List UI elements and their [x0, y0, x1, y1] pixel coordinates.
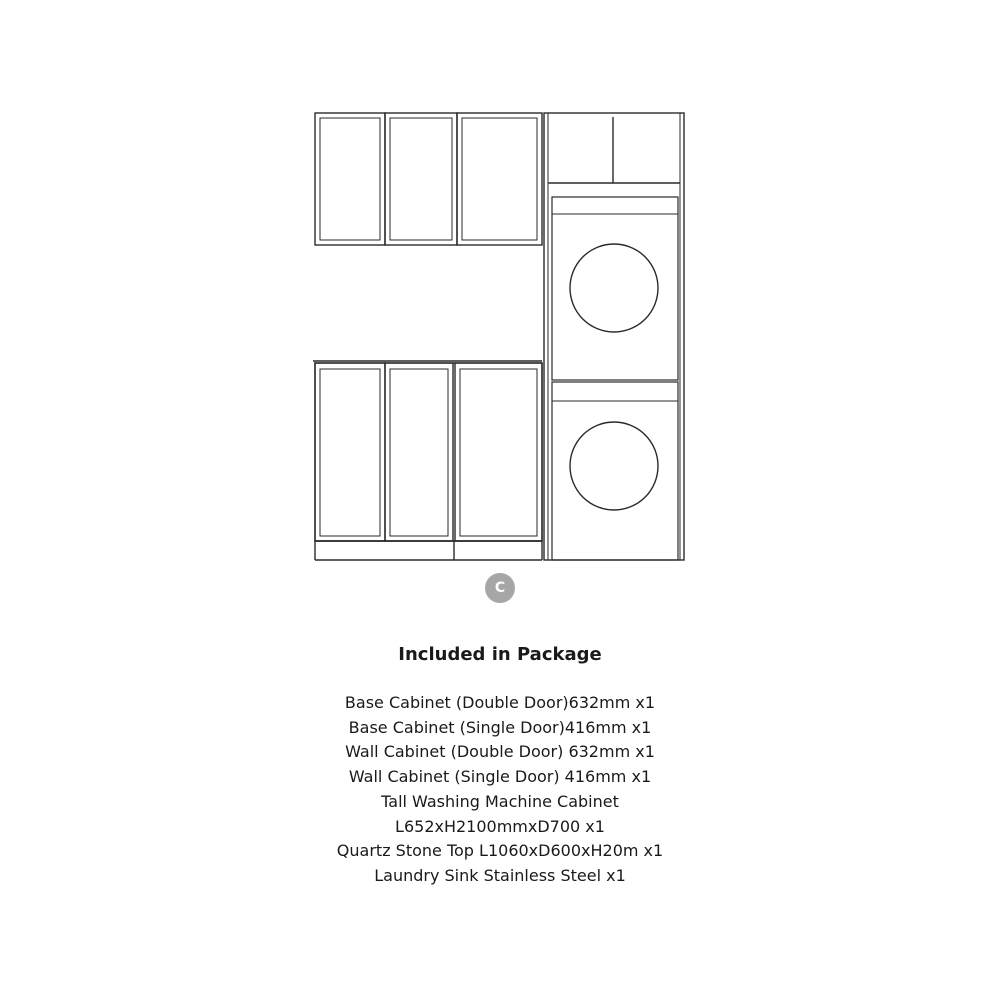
- wall-cabinet-door-1-panel: [320, 118, 380, 240]
- dryer-appliance: [552, 197, 678, 380]
- wall-cabinets: [315, 113, 542, 245]
- package-item: Laundry Sink Stainless Steel x1: [374, 865, 626, 885]
- package-heading: Included in Package: [398, 644, 602, 665]
- package-item: Wall Cabinet (Double Door) 632mm x1: [345, 742, 655, 762]
- package-items-list: [0, 691, 1000, 889]
- washer-door-icon: [570, 422, 658, 510]
- package-item: Quartz Stone Top L1060xD600xH20m x1: [336, 841, 664, 861]
- dryer-door-icon: [570, 244, 658, 332]
- wall-cabinet-door-3-panel: [462, 118, 537, 240]
- package-item: L652xH2100mmxD700 x1: [395, 816, 605, 836]
- base-cabinets: [313, 361, 542, 560]
- washing-machine-appliance: [552, 382, 678, 560]
- base-cabinet-body: [315, 363, 542, 541]
- package-item: Base Cabinet (Double Door)632mm x1: [344, 693, 656, 712]
- dryer-body: [552, 197, 678, 380]
- tall-cabinet-frame: [544, 113, 684, 560]
- drawing-label-badge: C: [485, 573, 515, 603]
- base-cabinet-door-2-panel: [390, 369, 448, 536]
- wall-cabinet-door-1: [315, 113, 385, 245]
- base-cabinet-door-1: [315, 363, 385, 541]
- package-item: Tall Washing Machine Cabinet: [381, 791, 619, 811]
- package-item: Base Cabinet (Single Door)416mm x1: [348, 717, 652, 737]
- wall-cabinet-door-2-panel: [390, 118, 452, 240]
- base-cabinet-door-3: [455, 363, 542, 541]
- base-cabinet-door-3-panel: [460, 369, 537, 536]
- wall-cabinet-door-3: [457, 113, 542, 245]
- tall-washing-machine-cabinet: [544, 113, 684, 560]
- wall-cabinet-door-2: [385, 113, 457, 245]
- package-item: Wall Cabinet (Single Door) 416mm x1: [348, 767, 652, 787]
- base-cabinet-door-1-panel: [320, 369, 380, 536]
- base-cabinet-door-2: [385, 363, 453, 541]
